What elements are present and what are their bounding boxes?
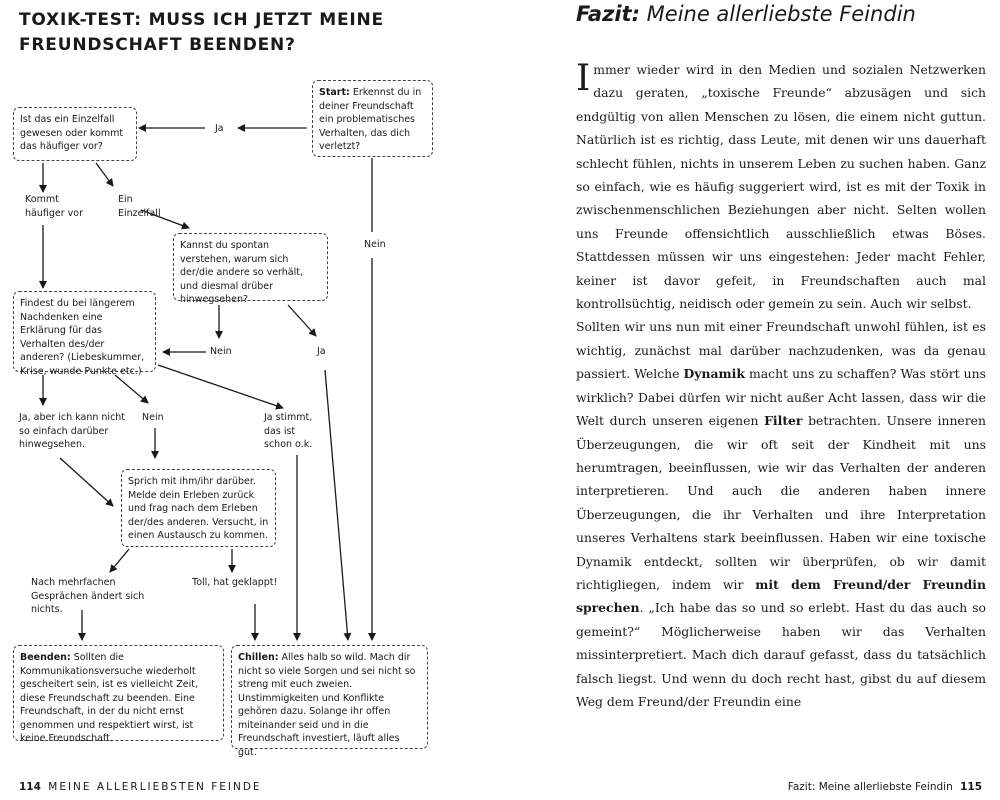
erklaerung-question-text: Findest du bei längerem Nachdenken eine Erklärung für das Verhalten des/der anderen? (Liebeskummer, Krise, wunde Punkte etc.) [20,298,145,377]
nach-mehrfachen-label: Nach mehrfachen Gesprächen ändert sich nichts. [31,577,145,615]
start-label: Start: [319,87,350,98]
body-text [576,58,986,713]
ja-aber-label: Ja, aber ich kann nicht so einfach darüber hinwegsehen. [19,412,126,450]
paragraph-1 [576,58,986,315]
folio-right [788,781,982,793]
beenden-label: Beenden: [20,652,71,663]
heading-rest: Meine allerliebste Feindin [646,2,916,26]
chillen-box [231,645,428,758]
paragraph-1-text: mmer wieder wird in den Medien und sozialen Netzwerken dazu geraten, „toxische Freunde“ abzusägen und sich endgültig von allen Menschen zu lösen, die einem nicht guttun. Natürlich ist es richtig, dass Leute, mit denen wir uns dauerhaft schlecht fühlen, nichts in unserem Leben zu suchen haben. Ganz so einfach, wie es häufig suggeriert wird, ist es mit der Toxik in zwischenmenschlichen Beziehungen aber nicht. Selten wollen uns Freunde offensichtlich ausschließlich etwas Böses. Stattdessen müssen wir uns eingestehen: Jeder macht Fehler, keiner ist davor gefeit, in Freundschaften auch mal kontrollsüchtig, neidisch oder gemein zu sein. Auch wir selbst. [576,62,986,312]
page-number-left: 114 [19,781,41,793]
arrow-einzelfall-to-ein [96,163,113,186]
paragraph-2-text-4: . „Ich habe das so und so erlebt. Hast du das auch so gemeint?“ Möglicherweise haben wir das Verhalten missinterpretiert. Mach dich darauf gefasst, dass du tatsächlich falsch liegst. Und wenn du doch recht hast, gibst du auf diesem Weg dem Freund/der Freundin eine [576,600,986,709]
spontan-question-box [173,233,328,305]
einzelfall-question-box [13,107,137,161]
arrow-sprich-to-nach [110,549,129,572]
bold-sprechen: mit dem Freund/der Freundin sprechen [576,576,986,616]
sprich-box [121,469,276,547]
folio-left [19,781,262,793]
sprich-text: Sprich mit ihm/ihr darüber. Melde dein Erleben zurück und frag nach dem Erleben der/des anderen. Versucht, in einen Austausch zu kommen. [128,476,269,541]
ja-stimmt-label: Ja stimmt, das ist schon o.k. [264,412,313,450]
chillen-label: Chillen: [238,652,279,663]
arrow-spontan-to-ja [288,305,316,336]
ja-label-2: Ja [317,346,326,357]
bold-dynamik: Dynamik [683,366,745,382]
paragraph-2-text-1: Sollten wir uns nun mit einer Freundschaft unwohl fühlen, ist es wichtig, zunächst mal darüber nachzudenken, was da genau passiert. Welche [576,319,986,382]
einzelfall-question-text: Ist das ein Einzelfall gewesen oder kommt das häufiger vor? [20,114,124,152]
nein-label-2: Nein [210,346,232,357]
heading-bold: Fazit: [576,2,640,26]
spontan-question-text: Kannst du spontan verstehen, warum sich der/die andere so verhält, und diesmal drüber hinwegsehen? [180,240,304,305]
chillen-text: Alles halb so wild. Mach dir nicht so viele Sorgen und sei nicht so streng mit euch zweien. Unstimmigkeiten und Konflikte gehören dazu. Solange ihr offen miteinander seid und in die Freundschaft investiert, läuft alles gut. [238,652,416,758]
running-head-right: Fazit: Meine allerliebste Feindin [787,781,953,793]
nein-label-1: Nein [364,239,386,250]
kommt-haeufiger-label: Kommt häufiger vor [25,194,83,219]
ja-label-1: Ja [215,123,224,134]
right-page [500,0,1000,800]
beenden-text: Sollten die Kommunikationsversuche wiederholt gescheitert sein, ist es vielleicht Zeit, diese Freundschaft zu beenden. Eine Freundschaft, in der du nicht ernst genommen und respektiert wirst, ist keine Freundschaft. [20,652,199,744]
running-head-left: MEINE ALLERLIEBSTEN FEINDE [48,781,262,793]
erklaerung-question-box [13,291,156,377]
arrow-ja-to-chillen [325,370,348,640]
paragraph-2 [576,315,986,713]
chart-title-line2: FREUNDSCHAFT BEENDEN? [19,35,296,55]
paragraph-2-text-3: betrachten. Unsere inneren Überzeugungen, die wir oft seit der Kindheit mit uns herumtragen, beeinflussen, wie wir das Verhalten der anderen interpretieren. Und auch die anderen haben innere Überzeugungen, die ihr Verhalten und ihre Interpretation unseres Verhaltens stark beeinflussen. Haben wir eine toxische Dynamik entdeckt, sollten wir überprüfen, ob wir damit richtigliegen, indem wir [576,413,986,592]
chart-title-line1: TOXIK-TEST: MUSS ICH JETZT MEINE [19,10,384,30]
nein-label-3: Nein [142,412,164,423]
start-box [312,80,433,157]
ein-einzelfall-label: Ein Einzelfall [118,194,161,219]
arrow-findest-to-jastimmt [158,365,283,408]
bold-filter: Filter [764,413,803,429]
beenden-box [13,645,224,744]
toll-label: Toll, hat geklappt! [192,577,278,588]
drop-cap: I [576,58,591,99]
page-number-right: 115 [960,781,982,793]
section-heading [576,0,916,28]
paragraph-2-text-2: macht uns zu schaffen? Was stört uns wirklich? Dabei dürfen wir nicht außer Acht lassen, dass wir die Welt durch unseren eigenen [576,366,986,429]
start-text: Erkennst du in deiner Freundschaft ein problematisches Verhalten, das dich verletzt? [319,87,422,152]
arrow-findest-to-nein [115,375,148,403]
arrow-jaaber-to-sprich [60,458,113,506]
